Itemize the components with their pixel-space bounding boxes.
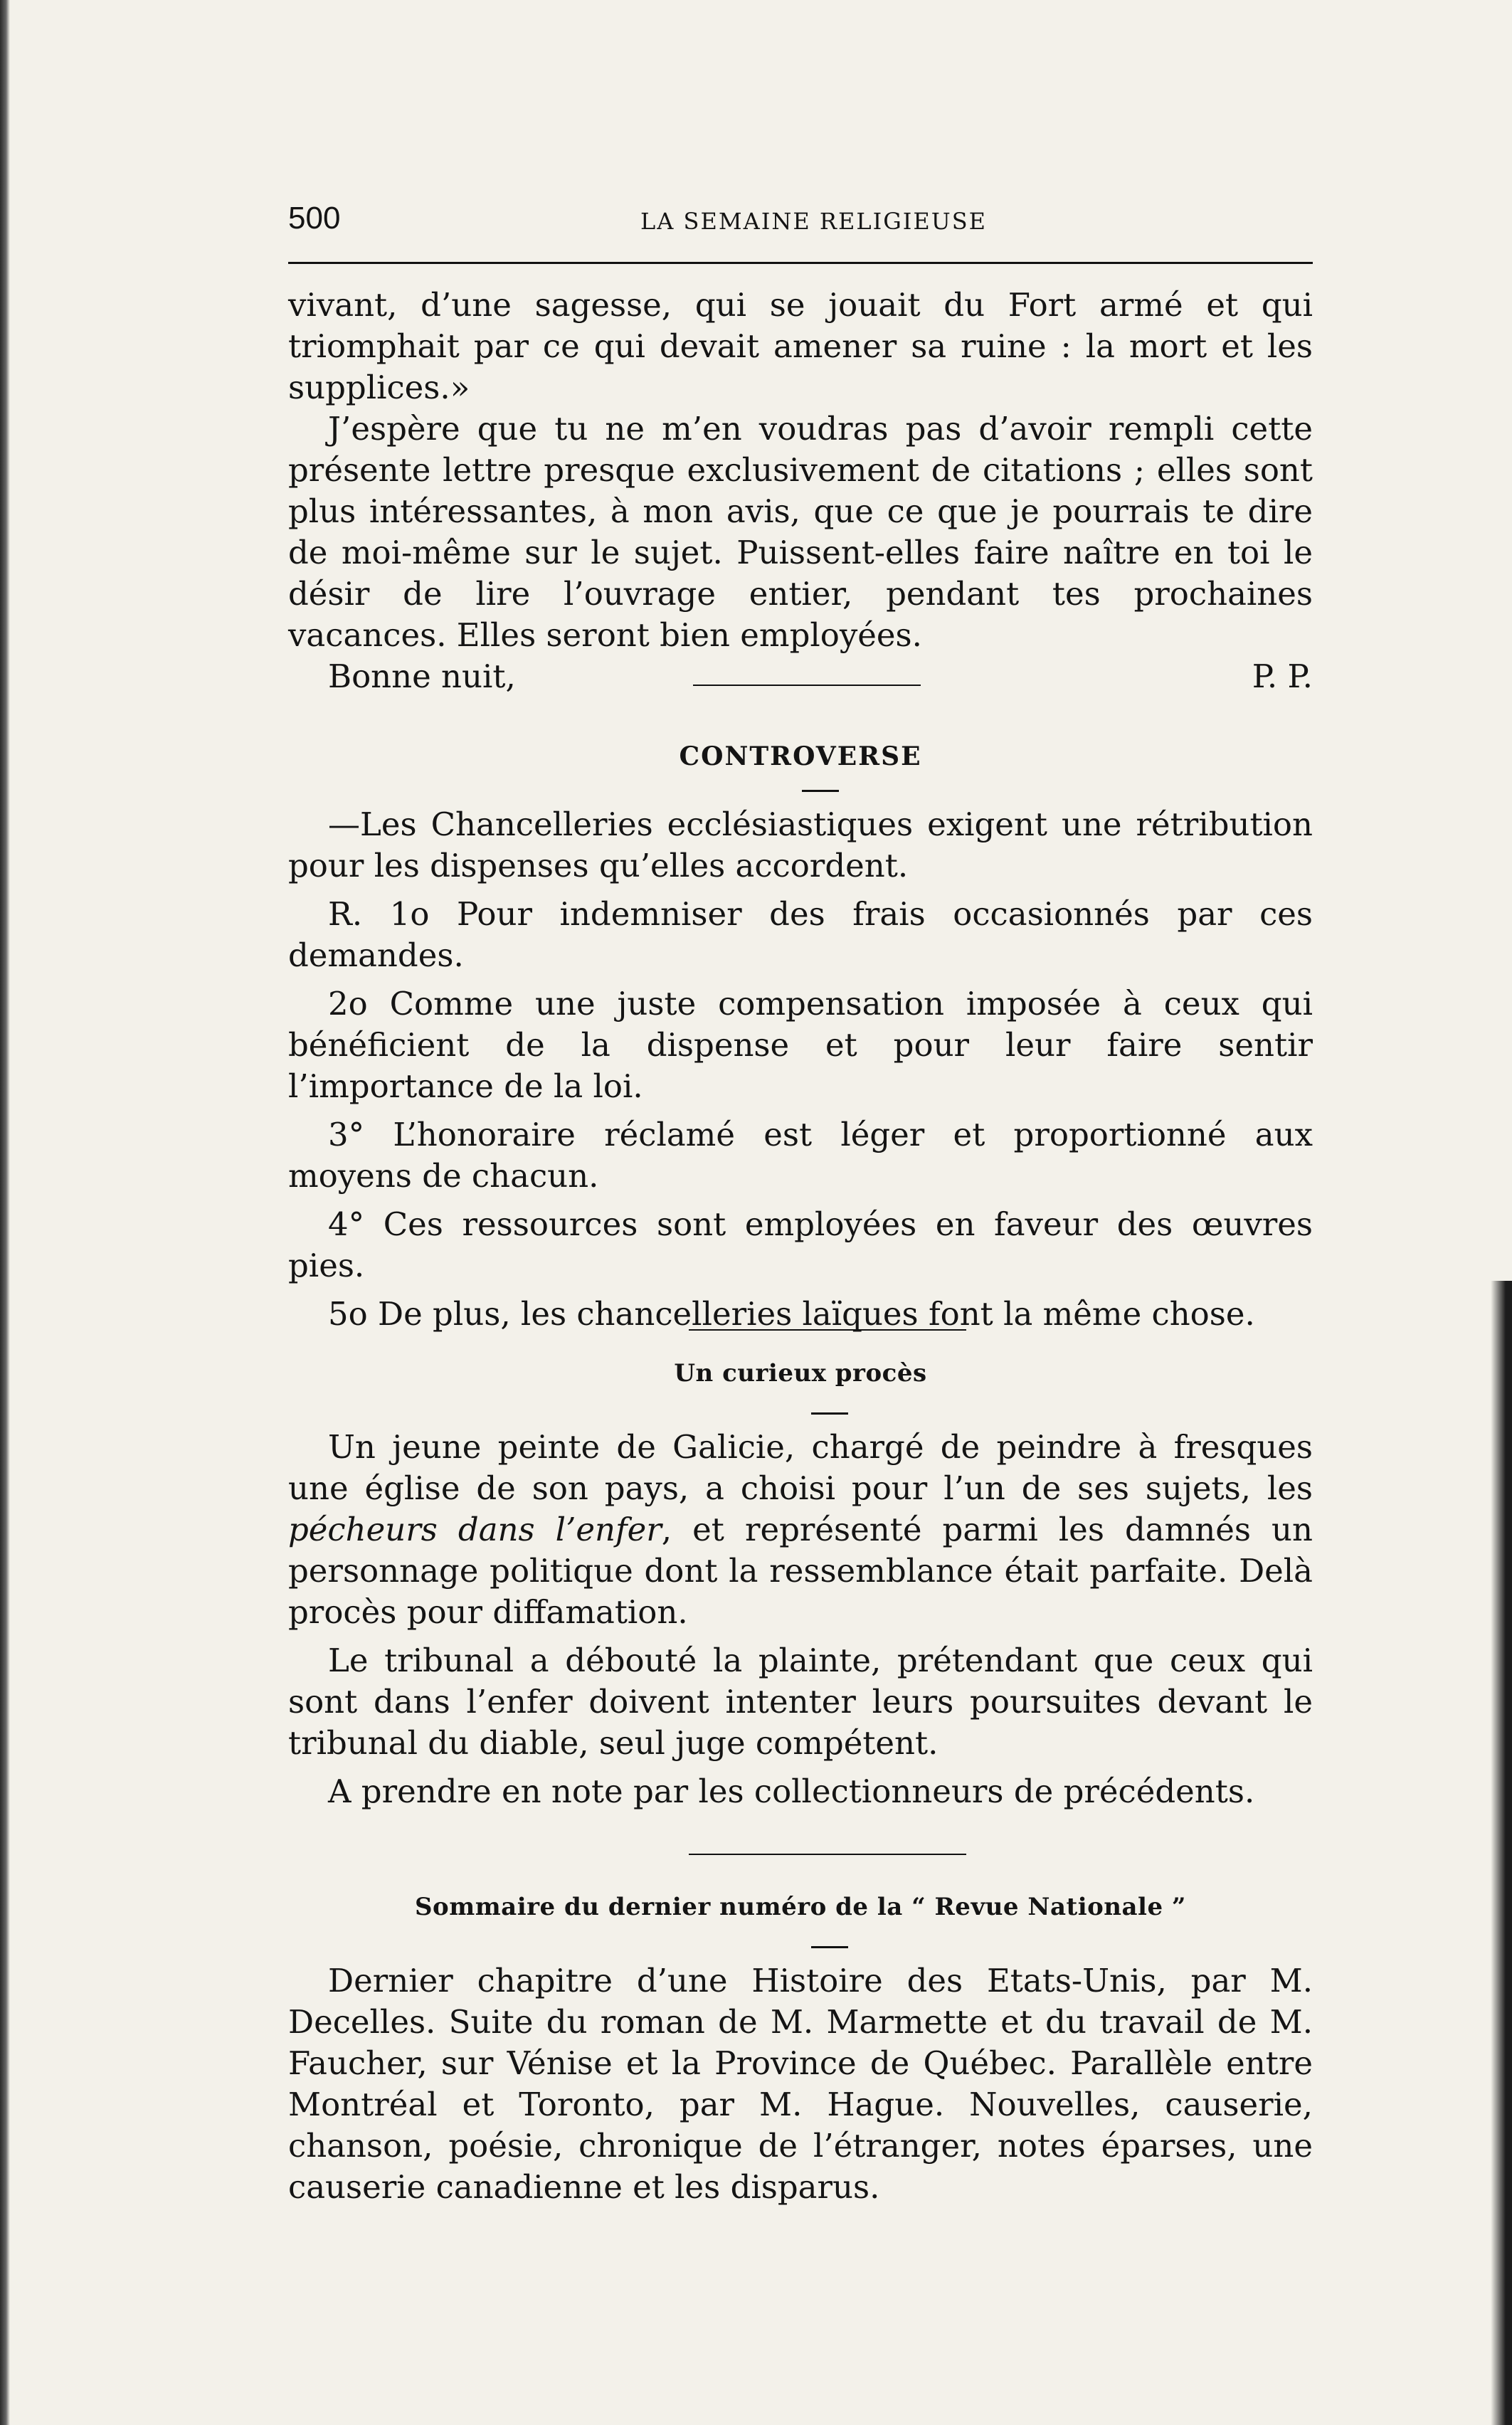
- proces-text-end: , et représenté parmi les damnés un personnage politique dont la ressemblance était parfaite. Delà procès pour diffamation.: [288, 1511, 1313, 1631]
- controverse-answer: 5o De plus, les chancelleries laïques font la même chose.: [328, 1295, 1255, 1333]
- signature: P. P.: [1252, 657, 1313, 695]
- title-dash: [811, 1946, 848, 1948]
- letter-body: [288, 285, 1313, 697]
- sommaire-body: [288, 1960, 1313, 2208]
- signature-rule: [693, 685, 921, 686]
- proces-text-start: Un jeune peinte de Galicie, chargé de peindre à fresques une église de son pays, a choisi pour l’un de ses sujets, les: [288, 1428, 1313, 1507]
- running-title: LA SEMAINE RELIGIEUSE: [640, 208, 988, 235]
- controverse-answer: 2o Comme une juste compensation imposée à ceux qui bénéficient de la dispense et pour leur faire sentir l’importance de la loi.: [288, 985, 1313, 1105]
- sommaire-paragraph: Dernier chapitre d’une Histoire des Etats-Unis, par M. Decelles. Suite du roman de M. Marmette et du travail de M. Faucher, sur Vénise et la Province de Québec. Parallèle entre Montréal et Toronto, par M. Hague. Nouvelles, causerie, chanson, poésie, chronique de l’étranger, notes éparses, une causerie canadienne et les disparus.: [288, 1962, 1313, 2206]
- binding-shadow: [0, 0, 10, 2425]
- section-rule: [689, 1854, 966, 1855]
- page-edge-shadow: [1491, 1281, 1512, 2425]
- proces-paragraph: [288, 1427, 1313, 1633]
- controverse-answer: 4° Ces ressources sont employées en faveur des œuvres pies.: [288, 1205, 1313, 1284]
- title-dash: [802, 790, 839, 792]
- title-dash: [811, 1412, 848, 1415]
- controverse-body: [288, 804, 1313, 1335]
- section-title-controverse: CONTROVERSE: [679, 741, 922, 771]
- section-title-proces: Un curieux procès: [674, 1359, 927, 1388]
- controverse-question: —Les Chancelleries ecclésiastiques exigent une rétribution pour les dispenses qu’elles accordent.: [288, 805, 1313, 884]
- closing: Bonne nuit,: [328, 657, 516, 695]
- letter-paragraph: J’espère que tu ne m’en voudras pas d’avoir rempli cette présente lettre presque exclusivement de citations ; elles sont plus intéressantes, à mon avis, que ce que je pourrais te dire de moi-même sur le sujet. Puissent-elles faire naître en toi le désir de lire l’ouvrage entier, pendant tes prochaines vacances. Elles seront bien employées.: [288, 410, 1313, 654]
- header-rule: [288, 262, 1313, 264]
- letter-paragraph: vivant, d’une sagesse, qui se jouait du Fort armé et qui triomphait par ce qui devait amener sa ruine : la mort et les supplices.»: [288, 286, 1313, 406]
- proces-paragraph: Le tribunal a débouté la plainte, prétendant que ceux qui sont dans l’enfer doivent intenter leurs poursuites devant le tribunal du diable, seul juge compétent.: [288, 1642, 1313, 1762]
- proces-paragraph: A prendre en note par les collectionneurs de précédents.: [328, 1772, 1255, 1810]
- section-title-sommaire: Sommaire du dernier numéro de la “ Revue Nationale ”: [414, 1893, 1186, 1921]
- controverse-answer: 3° L’honoraire réclamé est léger et proportionné aux moyens de chacun.: [288, 1116, 1313, 1195]
- page-number: 500: [288, 201, 341, 236]
- letter-closing-line: [288, 656, 1313, 697]
- controverse-answer: R. 1o Pour indemniser des frais occasionnés par ces demandes.: [288, 895, 1313, 974]
- proces-body: [288, 1427, 1313, 1812]
- section-rule: [689, 1329, 966, 1331]
- proces-italic: pécheurs dans l’enfer: [288, 1511, 662, 1548]
- running-header: [288, 201, 1284, 250]
